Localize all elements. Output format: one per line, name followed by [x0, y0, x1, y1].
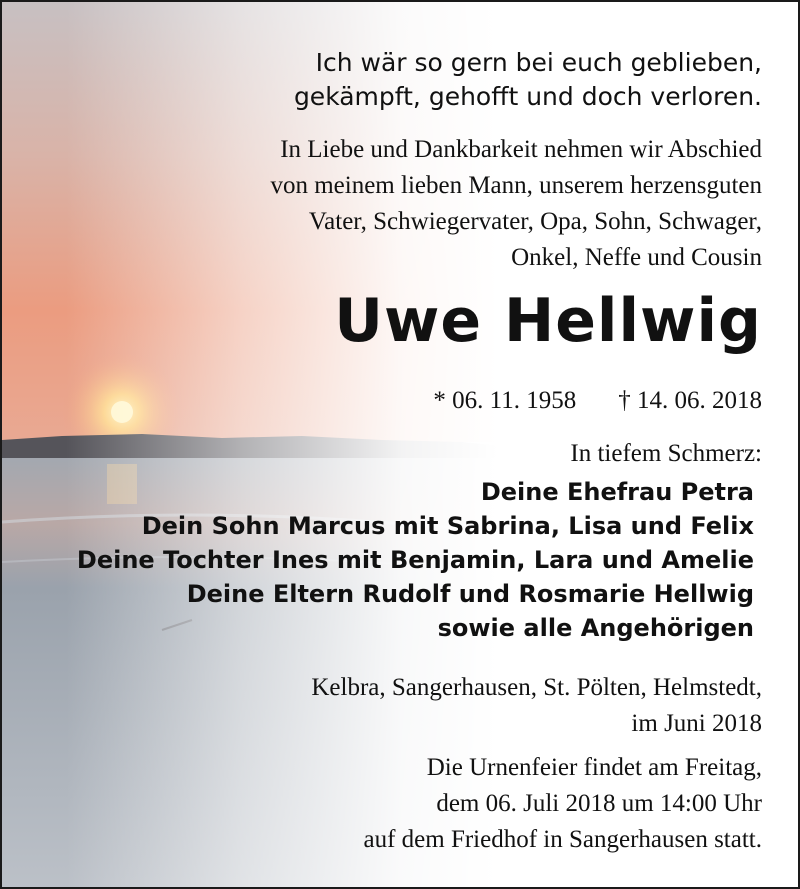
motto-line: Ich wär so gern bei euch geblieben,	[315, 48, 762, 77]
place-line: im Juni 2018	[631, 710, 762, 737]
motto-line: gekämpft, gehofft und doch verloren.	[293, 82, 762, 111]
ceremony-line: Die Urnenfeier findet am Freitag,	[426, 754, 762, 781]
mourner-entry: Deine Eltern Rudolf und Rosmarie Hellwig	[186, 580, 754, 608]
intro-line: von meinem lieben Mann, unserem herzensguten	[270, 172, 762, 199]
ceremony-line: dem 06. Juli 2018 um 14:00 Uhr	[436, 790, 762, 817]
mourners-list	[77, 475, 754, 645]
farewell-intro	[270, 132, 762, 276]
mourner-entry: Deine Ehefrau Petra	[480, 478, 754, 506]
intro-line: Onkel, Neffe und Cousin	[511, 244, 762, 271]
ceremony-line: auf dem Friedhof in Sangerhausen statt.	[363, 826, 762, 853]
intro-line: Vater, Schwiegervater, Opa, Sohn, Schwager,	[308, 208, 762, 235]
ceremony-notice	[363, 750, 762, 858]
birth-date: * 06. 11. 1958	[433, 387, 577, 414]
grief-line: In tiefem Schmerz:	[570, 440, 762, 467]
place-line: Kelbra, Sangerhausen, St. Pölten, Helmstedt,	[311, 674, 762, 701]
mourner-entry: sowie alle Angehörigen	[437, 614, 754, 642]
mourner-entry: Dein Sohn Marcus mit Sabrina, Lisa und Felix	[141, 512, 754, 540]
death-date: † 14. 06. 2018	[618, 387, 762, 414]
intro-line: In Liebe und Dankbarkeit nehmen wir Abschied	[280, 136, 762, 163]
place-and-date	[311, 670, 762, 742]
deceased-name: Uwe Hellwig	[334, 286, 762, 356]
life-dates	[433, 386, 762, 416]
mourner-entry: Deine Tochter Ines mit Benjamin, Lara und Amelie	[76, 546, 754, 574]
motto-verse	[294, 46, 762, 114]
